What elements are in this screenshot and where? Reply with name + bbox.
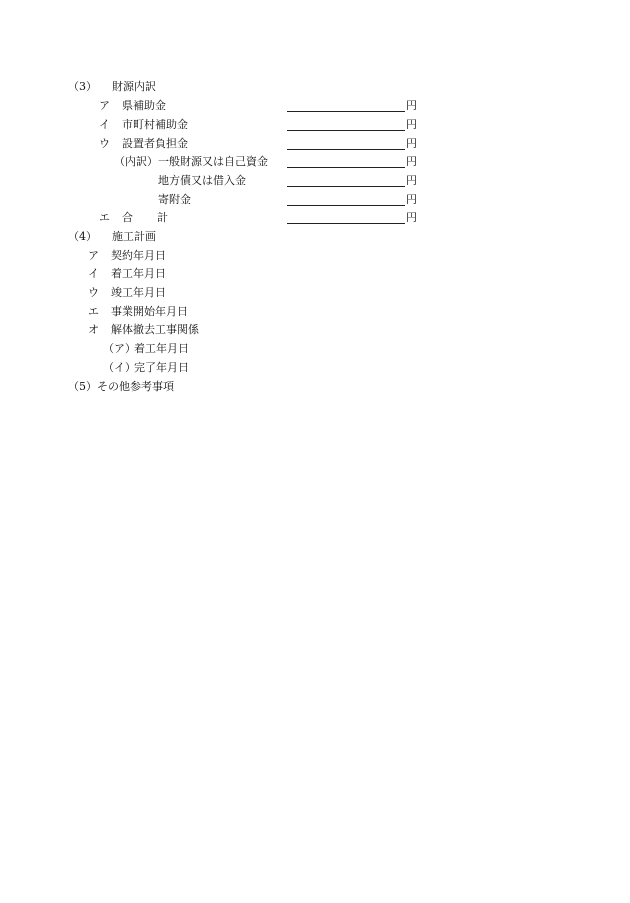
- item-label-municipal-subsidy: 市町村補助金: [122, 118, 188, 131]
- unit-yen: 円: [406, 99, 417, 112]
- total-label-1: 合: [122, 211, 133, 224]
- item-label-prefectural-subsidy: 県補助金: [122, 99, 166, 112]
- item-mark: イ: [88, 267, 99, 280]
- breakdown-general-funds: 一般財源又は自己資金: [158, 155, 268, 168]
- item-mark: オ: [88, 323, 99, 336]
- section4-number: （4）: [68, 230, 97, 243]
- item-mark: ウ: [99, 137, 110, 150]
- amount-blank[interactable]: [287, 119, 405, 131]
- item-mark: ア: [99, 99, 110, 112]
- amount-blank[interactable]: [287, 100, 405, 112]
- section4-title: 施工計画: [112, 230, 156, 243]
- item-label-completion-date: 竣工年月日: [111, 286, 166, 299]
- amount-blank[interactable]: [287, 156, 405, 168]
- section3-title: 財源内訳: [112, 80, 156, 93]
- unit-yen: 円: [406, 137, 417, 150]
- item-label-operator-share: 設置者負担金: [122, 137, 188, 150]
- unit-yen: 円: [406, 118, 417, 131]
- item-label-start-date: 着工年月日: [111, 267, 166, 280]
- amount-blank[interactable]: [287, 212, 405, 224]
- breakdown-label: （内訳）: [114, 155, 158, 168]
- total-label-2: 計: [157, 211, 168, 224]
- section3-number: （3）: [68, 80, 97, 93]
- item-mark: ア: [88, 249, 99, 262]
- item-label-demolition: 解体撤去工事関係: [111, 323, 199, 336]
- subitem-mark: （イ）: [103, 361, 136, 374]
- breakdown-donations: 寄附金: [158, 193, 191, 206]
- item-mark: エ: [88, 305, 99, 318]
- breakdown-local-bonds: 地方債又は借入金: [158, 174, 246, 187]
- amount-blank[interactable]: [287, 175, 405, 187]
- subitem-mark: （ア）: [103, 342, 136, 355]
- item-label-operation-start-date: 事業開始年月日: [111, 305, 188, 318]
- item-label-contract-date: 契約年月日: [111, 249, 166, 262]
- item-mark: ウ: [88, 286, 99, 299]
- section5-title: （5）その他参考事項: [68, 380, 174, 393]
- unit-yen: 円: [406, 174, 417, 187]
- unit-yen: 円: [406, 193, 417, 206]
- unit-yen: 円: [406, 155, 417, 168]
- section3-heading: [68, 80, 97, 94]
- total-mark: エ: [99, 211, 110, 224]
- amount-blank[interactable]: [287, 138, 405, 150]
- subitem-label-start-date: 着工年月日: [134, 342, 189, 355]
- amount-blank[interactable]: [287, 194, 405, 206]
- item-mark: イ: [99, 118, 110, 131]
- unit-yen: 円: [406, 211, 417, 224]
- subitem-label-completion-date: 完了年月日: [134, 361, 189, 374]
